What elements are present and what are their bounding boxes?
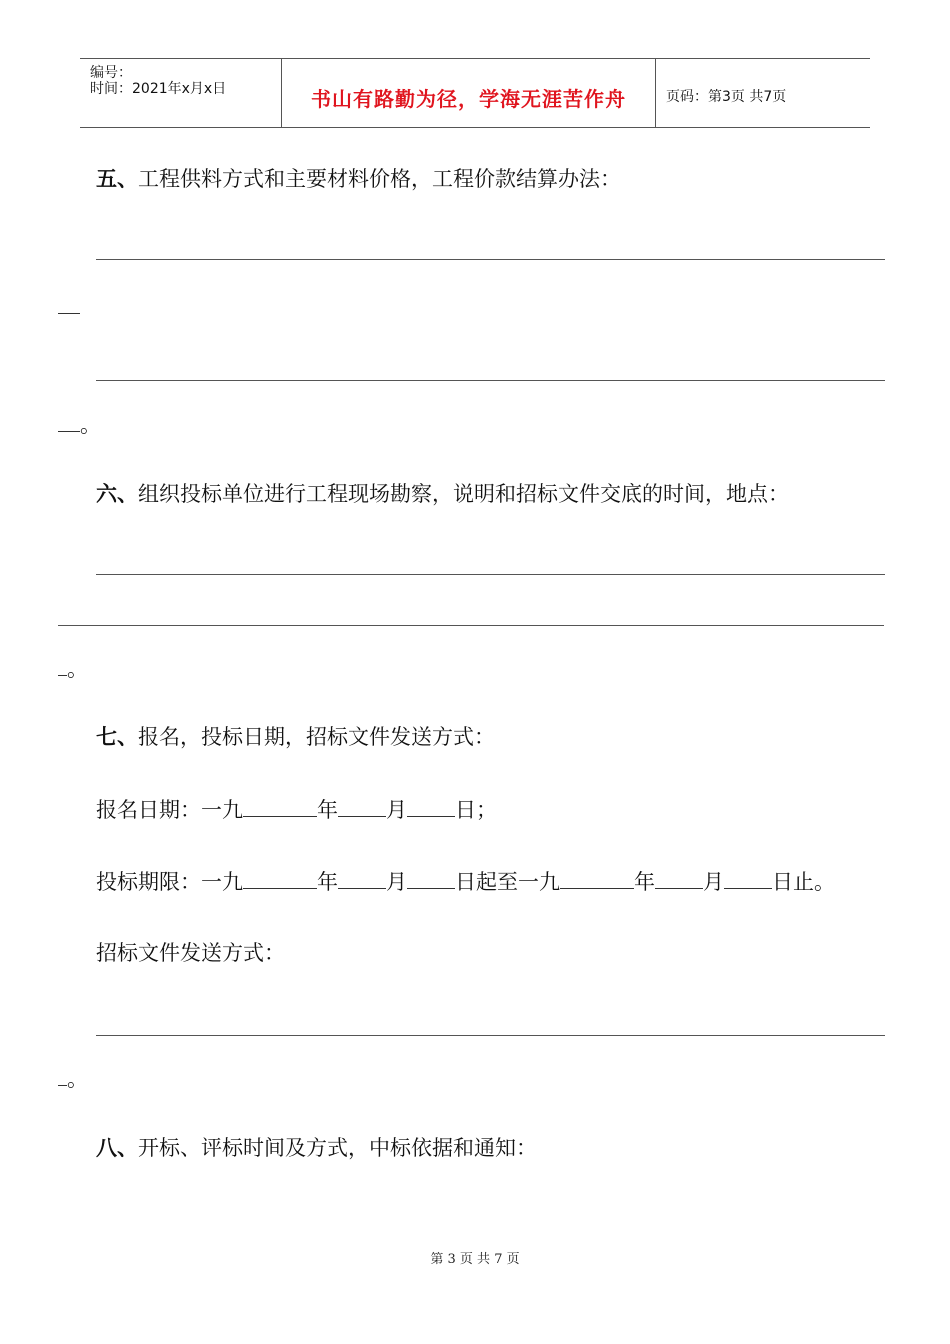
section-5-heading xyxy=(96,166,621,192)
motto-text: 书山有路勤为径，学海无涯苦作舟 xyxy=(311,87,626,111)
fill-line[interactable] xyxy=(96,259,885,260)
year-blank[interactable] xyxy=(243,796,317,817)
fill-line-tail xyxy=(58,656,88,682)
page-header xyxy=(80,58,870,128)
section-5-text: 工程供料方式和主要材料价格，工程价款结算办法： xyxy=(138,167,621,191)
period: 。 xyxy=(67,1067,88,1091)
fill-line[interactable] xyxy=(96,380,885,381)
section-7-text: 报名，投标日期，招标文件发送方式： xyxy=(138,725,495,749)
year-unit: 年 xyxy=(317,870,338,894)
month-unit: 月 xyxy=(703,870,724,894)
fill-line-tail xyxy=(58,412,101,438)
year-unit: 年 xyxy=(317,798,338,822)
bidding-label: 投标期限：一九 xyxy=(96,870,243,894)
day-unit: 日； xyxy=(455,798,497,822)
month-unit: 月 xyxy=(386,870,407,894)
fill-line-tail xyxy=(58,1066,88,1092)
fill-dash xyxy=(58,659,67,676)
section-5-number: 五、 xyxy=(96,167,138,191)
section-8-heading xyxy=(96,1135,537,1161)
section-8-text: 开标、评标时间及方式，中标依据和通知： xyxy=(138,1136,537,1160)
header-page-cell xyxy=(655,59,871,127)
year-blank[interactable] xyxy=(560,868,634,889)
year-blank[interactable] xyxy=(243,868,317,889)
section-7-heading xyxy=(96,724,495,750)
section-6-number: 六、 xyxy=(96,482,138,506)
day-blank[interactable] xyxy=(407,868,455,889)
registration-label: 报名日期：一九 xyxy=(96,798,243,822)
send-method-label: 招标文件发送方式： xyxy=(96,941,285,965)
month-unit: 月 xyxy=(386,798,407,822)
period: 。 xyxy=(80,413,101,437)
section-6-heading xyxy=(96,481,789,507)
period: 。 xyxy=(67,657,88,681)
month-blank[interactable] xyxy=(338,868,386,889)
registration-date-line xyxy=(96,796,497,823)
page-info: 页码：第3页 共7页 xyxy=(666,89,787,105)
section-8-number: 八、 xyxy=(96,1136,138,1160)
fill-dash xyxy=(58,415,80,432)
day-from-unit: 日起至一九 xyxy=(455,870,560,894)
section-6-text: 组织投标单位进行工程现场勘察，说明和招标文件交底的时间，地点： xyxy=(138,482,789,506)
header-motto-cell xyxy=(282,59,655,127)
section-7-number: 七、 xyxy=(96,725,138,749)
fill-line-tail xyxy=(58,294,80,320)
month-blank[interactable] xyxy=(338,796,386,817)
day-blank[interactable] xyxy=(407,796,455,817)
month-blank[interactable] xyxy=(655,868,703,889)
fill-line[interactable] xyxy=(96,574,885,575)
fill-line[interactable] xyxy=(58,625,884,626)
fill-dash xyxy=(58,1069,67,1086)
page-footer: 第 3 页 共 7 页 xyxy=(430,1252,520,1267)
day-blank[interactable] xyxy=(724,868,772,889)
year-unit: 年 xyxy=(634,870,655,894)
document-time-label: 时间：2021年x月x日 xyxy=(90,81,227,97)
bidding-period-line xyxy=(96,868,835,895)
fill-dash xyxy=(58,297,80,314)
day-end-unit: 日止。 xyxy=(772,870,835,894)
document-number-label: 编号： xyxy=(90,65,132,81)
header-meta-cell xyxy=(80,59,282,127)
fill-line[interactable] xyxy=(96,1035,885,1036)
